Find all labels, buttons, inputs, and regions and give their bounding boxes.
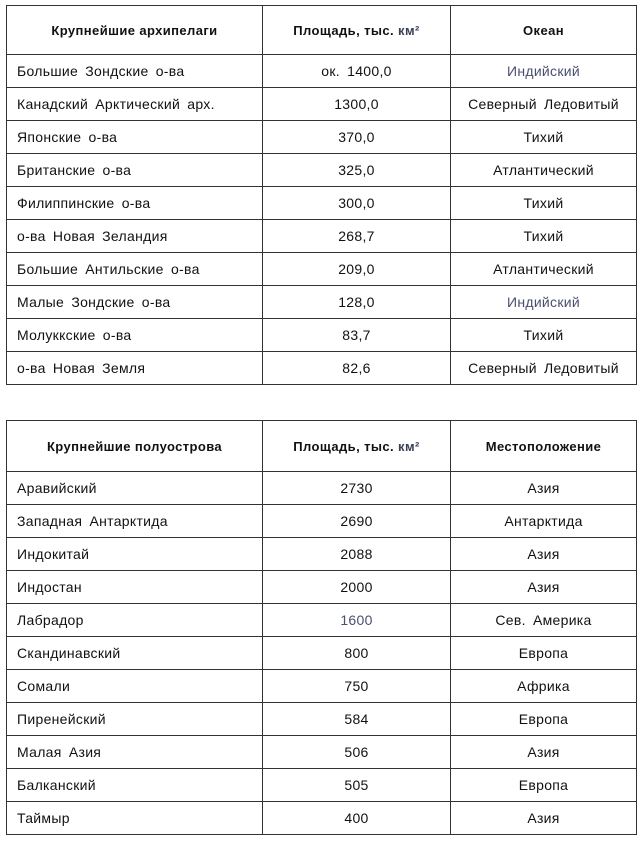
peninsula-location: Антарктида [451,505,637,538]
header-area-unit: км² [398,22,420,38]
archipelago-area: 83,7 [263,319,451,352]
peninsula-name: Индокитай [7,538,263,571]
header-area [263,6,451,55]
header-area-unit: км² [398,438,420,454]
header-ocean: Океан [451,6,637,55]
archipelago-name: Канадский Арктический арх. [7,88,263,121]
table-row [7,637,637,670]
archipelago-ocean: Северный Ледовитый [451,352,637,385]
table-row [7,703,637,736]
archipelago-area: 128,0 [263,286,451,319]
peninsula-name: Аравийский [7,472,263,505]
table-row [7,187,637,220]
header-area-label: Площадь, тыс. [293,22,395,38]
table-row [7,802,637,835]
peninsula-area: 800 [263,637,451,670]
table-header-row [7,421,637,472]
table-row [7,670,637,703]
peninsulas-table [6,420,637,835]
table-row [7,154,637,187]
peninsula-name: Лабрадор [7,604,263,637]
archipelago-name: Малые Зондские о-ва [7,286,263,319]
archipelago-ocean: Атлантический [451,154,637,187]
table-row [7,604,637,637]
header-name: Крупнейшие полуострова [7,421,263,472]
table-header-row [7,6,637,55]
archipelago-ocean: Тихий [451,319,637,352]
peninsula-location: Азия [451,472,637,505]
table-row [7,286,637,319]
peninsula-location: Африка [451,670,637,703]
peninsula-area: 2730 [263,472,451,505]
header-name: Крупнейшие архипелаги [7,6,263,55]
archipelago-ocean: Тихий [451,220,637,253]
peninsula-area: 584 [263,703,451,736]
peninsula-name: Сомали [7,670,263,703]
peninsula-area: 506 [263,736,451,769]
peninsula-area: 750 [263,670,451,703]
archipelago-name: о-ва Новая Земля [7,352,263,385]
archipelago-area: 268,7 [263,220,451,253]
archipelago-ocean: Тихий [451,187,637,220]
archipelagos-table [6,5,637,385]
peninsula-location: Азия [451,802,637,835]
archipelago-ocean: Тихий [451,121,637,154]
table-row [7,55,637,88]
archipelago-area: 1300,0 [263,88,451,121]
peninsula-location: Европа [451,703,637,736]
peninsula-name: Скандинавский [7,637,263,670]
archipelago-area: 300,0 [263,187,451,220]
peninsula-name: Малая Азия [7,736,263,769]
header-location: Местоположение [451,421,637,472]
archipelago-area: 325,0 [263,154,451,187]
peninsula-area: 2000 [263,571,451,604]
peninsula-area: 2690 [263,505,451,538]
table-row [7,472,637,505]
table-row [7,538,637,571]
table-row [7,736,637,769]
table-row [7,220,637,253]
table-row [7,121,637,154]
archipelago-name: Японские о-ва [7,121,263,154]
archipelago-name: Большие Зондские о-ва [7,55,263,88]
peninsula-location: Азия [451,538,637,571]
archipelago-ocean: Северный Ледовитый [451,88,637,121]
header-area-label: Площадь, тыс. [293,438,395,454]
table-row [7,88,637,121]
archipelago-ocean: Индийский [451,55,637,88]
table-row [7,769,637,802]
archipelago-ocean: Индийский [451,286,637,319]
archipelago-name: Большие Антильские о-ва [7,253,263,286]
archipelago-area: 82,6 [263,352,451,385]
peninsula-location: Сев. Америка [451,604,637,637]
peninsula-name: Балканский [7,769,263,802]
peninsula-area: 505 [263,769,451,802]
peninsula-location: Европа [451,769,637,802]
peninsula-location: Азия [451,736,637,769]
archipelago-name: о-ва Новая Зеландия [7,220,263,253]
table-row [7,505,637,538]
archipelago-area: 370,0 [263,121,451,154]
peninsula-location: Европа [451,637,637,670]
table-row [7,352,637,385]
peninsula-area: 2088 [263,538,451,571]
table-row [7,571,637,604]
archipelago-name: Филиппинские о-ва [7,187,263,220]
peninsula-name: Пиренейский [7,703,263,736]
archipelago-area: ок. 1400,0 [263,55,451,88]
archipelago-name: Британские о-ва [7,154,263,187]
peninsula-location: Азия [451,571,637,604]
archipelago-area: 209,0 [263,253,451,286]
archipelago-ocean: Атлантический [451,253,637,286]
header-area [263,421,451,472]
peninsula-name: Таймыр [7,802,263,835]
peninsula-name: Индостан [7,571,263,604]
table-row [7,253,637,286]
peninsula-area: 400 [263,802,451,835]
peninsula-area: 1600 [263,604,451,637]
archipelago-name: Молуккские о-ва [7,319,263,352]
peninsula-name: Западная Антарктида [7,505,263,538]
table-row [7,319,637,352]
